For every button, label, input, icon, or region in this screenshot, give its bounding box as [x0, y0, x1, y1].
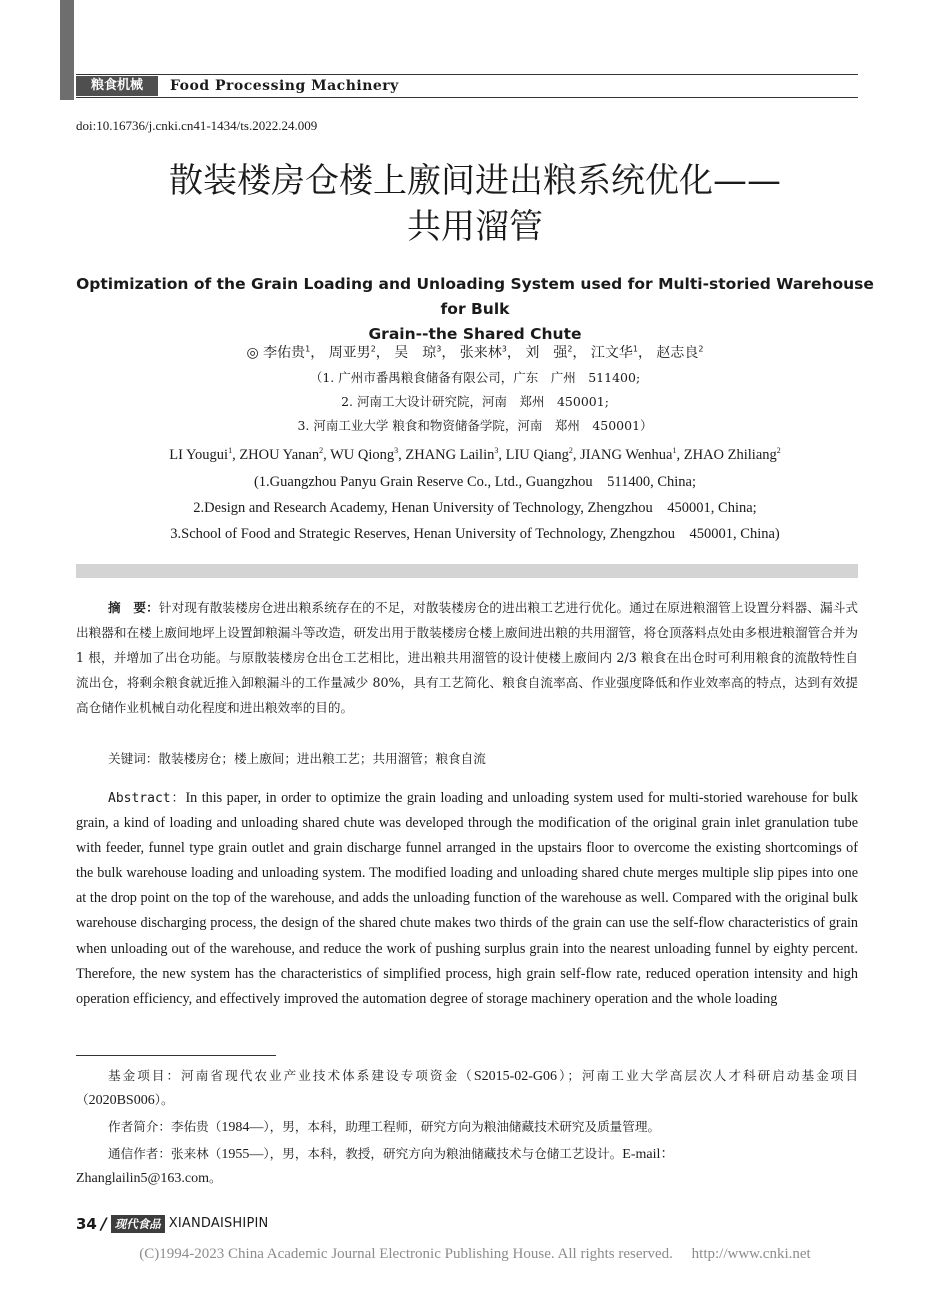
affiliation-en-line: 2.Design and Research Academy, Henan University of Technology, Zhengzhou 450001, China; [193, 500, 757, 516]
fund-text: 河南省现代农业产业技术体系建设专项资金（ [181, 1068, 474, 1083]
author-cn-sup: 2 [567, 344, 573, 354]
title-cn-line-2: 共用溜管 [407, 207, 543, 247]
abstract-en-label: Abstract： [108, 791, 186, 806]
section-divider-band [76, 564, 858, 578]
affiliation-cn-line: 3. 河南工业大学 粮食和物资储备学院，河南 郑州 450001） [297, 418, 653, 433]
author-en-sup: 2 [776, 446, 781, 456]
corr-text: 张来林（ [170, 1146, 222, 1161]
title-chinese [60, 158, 890, 250]
footnotes [76, 1064, 858, 1193]
author-cn-sup: 2 [698, 344, 704, 354]
affiliation-en-line: (1.Guangzhou Panyu Grain Reserve Co., Ltd., Guangzhou 511400, China; [253, 474, 697, 490]
author-en: WU Qiong [330, 447, 395, 463]
affiliation-cn-line: 2. 河南工大设计研究院，河南 郑州 450001; [341, 394, 609, 409]
author-cn: 江文华 [590, 345, 633, 361]
author-bio-text: ），男，本科，助理工程师，研究方向为粮油储藏技术研究及质量管理。 [263, 1119, 661, 1134]
fund-code: 2020BS006 [88, 1093, 155, 1108]
author-cn: 周亚男 [328, 345, 371, 361]
author-en: LI Yougui [169, 447, 229, 463]
author-cn: 刘 强 [525, 345, 568, 361]
fund-code: S2015-02-G06 [473, 1069, 558, 1084]
fund-text: ）；河南工业大学高层次人才科研启动基金项目（ [76, 1068, 859, 1107]
author-cn-sup: 2 [370, 344, 376, 354]
journal-name-cn: 现代食品 [111, 1215, 165, 1233]
corr-year: 1955— [221, 1147, 264, 1162]
abstract-en-text: In this paper, in order to optimize the grain loading and unloading system used for multi-storied warehouse for bulk grain, a kind of loading and unloading shared chute was developed through the modification of the original grain inlet granulation tube with feeder, funnel type grain outlet and grain discharge funnel arranged in the upstairs floor to overcome the existing shortcomings of the bulk warehouse loading and unloading system. The modified loading and unloading shared chute merges multiple slip pipes into one at the drop point on the top of the warehouse, and adds the unloading function of the warehouse as well. Compared with the original bulk warehouse discharging process, the design of the shared chute makes two thirds of the grain can use the self-flow characteristics of grain when unloading out of the warehouse, and reduce the work of pushing surplus grain into the nearest unloading funnel by eighty percent. Therefore, the new system has the characteristics of simplified process, high grain self-flow rate, reduced operation intensity and high operation efficiency, and effectively improved the automation degree of storage machinery operation and the whole loading [76, 790, 858, 1007]
column-header [76, 74, 858, 98]
author-en-sup: 1 [228, 446, 233, 456]
author-cn-sup: 1 [305, 344, 311, 354]
author-en: ZHOU Yanan [239, 447, 320, 463]
author-cn-sup: 1 [632, 344, 638, 354]
keywords-text: 散装楼房仓；楼上廒间；进出粮工艺；共用溜管；粮食自流 [158, 751, 486, 766]
left-margin-bar [60, 0, 74, 100]
title-en-line-2: Grain--the Shared Chute [368, 325, 582, 343]
author-cn: 吴 琼 [394, 345, 437, 361]
author-bio-text: 李佑贵（ [170, 1119, 222, 1134]
corr-end: 。 [209, 1170, 222, 1185]
author-cn-sup: 3 [436, 344, 442, 354]
footnote-correspondence [76, 1142, 858, 1190]
corr-email-label: E-mail： [622, 1147, 675, 1162]
footnote-rule [76, 1055, 276, 1056]
author-symbol: ◎ [246, 345, 259, 361]
author-en: ZHAO Zhiliang [683, 447, 777, 463]
author-cn: 李佑贵 [263, 345, 306, 361]
author-en: JIANG Wenhua [580, 447, 673, 463]
fund-label: 基金项目： [108, 1068, 182, 1083]
author-en-sup: 1 [672, 446, 677, 456]
author-cn-sup: 3 [501, 344, 507, 354]
author-bio-label: 作者简介： [108, 1119, 171, 1134]
keywords [76, 746, 858, 771]
page-number: 34 [76, 1214, 97, 1233]
authors-chinese: ◎ 李佑贵$^1$， 周亚男$^2$， 吴 琼$^3$， 张来林$^3$， 刘 强$^2$， 江文华$^1$， 赵志良$^2$ [246, 344, 704, 361]
doi: doi:10.16736/j.cnki.cn41-1434/ts.2022.24.009 [76, 118, 318, 133]
corr-email: Zhanglailin5@163.com [76, 1171, 210, 1186]
title-english [70, 272, 880, 347]
affiliations-chinese [60, 366, 890, 438]
author-bio-year: 1984— [221, 1120, 264, 1135]
author-en-sup: 2 [319, 446, 324, 456]
footnote-fund [76, 1064, 858, 1112]
fund-text: ）。 [154, 1092, 174, 1107]
footnote-author [76, 1115, 858, 1139]
copyright-watermark: (C)1994-2023 China Academic Journal Electronic Publishing House. All rights reserved. http://www.cnki.net [139, 1246, 811, 1262]
corr-text: ），男，本科，教授，研究方向为粮油储藏技术与仓储工艺设计。 [263, 1146, 623, 1161]
author-cn: 赵志良 [656, 345, 699, 361]
author-en: LIU Qiang [505, 447, 569, 463]
abstract-chinese [76, 595, 858, 720]
abstract-english [76, 786, 858, 1038]
header-bottom-rule [76, 97, 858, 98]
title-cn-line-1: 散装楼房仓楼上廒间进出粮系统优化—— [169, 161, 781, 201]
title-en-line-1: Optimization of the Grain Loading and Unloading System used for Multi-storied Warehouse for Bulk [76, 275, 874, 318]
column-tag: 粮食机械 [76, 76, 158, 96]
author-cn: 张来林 [459, 345, 502, 361]
page-footer [76, 1214, 268, 1233]
corr-label: 通信作者： [108, 1146, 171, 1161]
column-name: Food Processing Machinery [170, 78, 399, 94]
author-en-sup: 3 [394, 446, 399, 456]
affiliation-en-line: 3.School of Food and Strategic Reserves, Henan University of Technology, Zhengzhou 450001, China) [170, 526, 780, 542]
author-en-sup: 2 [568, 446, 573, 456]
header-top-rule [76, 74, 858, 75]
footer-slash: / [100, 1214, 107, 1233]
abstract-cn-label: 摘 要： [108, 600, 159, 615]
authors-english: LI Yougui$^1$, ZHOU Yanan$^2$, WU Qiong$^3$, ZHANG Lailin$^3$, LIU Qiang$^2$, JIANG Wenhua$^1$, ZHAO Zhiliang$^2$ [169, 446, 781, 463]
keywords-label: 关键词： [108, 751, 159, 766]
affiliations-english [60, 469, 890, 547]
abstract-cn-text: 针对现有散装楼房仓进出粮系统存在的不足，对散装楼房仓的进出粮工艺进行优化。通过在原进粮溜管上设置分料器、漏斗式出粮器和在楼上廒间地坪上设置卸粮漏斗等改造，研发出用于散装楼房仓楼上廒间进出粮的共用溜管，将仓顶落料点处由多根进粮溜管合并为 1 根，并增加了出仓功能。与原散装楼房仓出仓工艺相比，进出粮共用溜管的设计使楼上廒间内 2/3 粮食在出仓时可利用粮食的流散特性自流出仓，将剩余粮食就近推入卸粮漏斗的工作量减少 80%，具有工艺简化、粮食自流率高、作业强度降低和作业效率高的特点，达到有效提高仓储作业机械自动化程度和进出粮效率的目的。 [76, 600, 859, 715]
author-en: ZHANG Lailin [405, 447, 495, 463]
affiliation-cn-line: （1. 广州市番禺粮食储备有限公司，广东 广州 511400; [309, 370, 641, 385]
author-en-sup: 3 [494, 446, 499, 456]
journal-name-en: XIANDAISHIPIN [168, 1216, 269, 1231]
